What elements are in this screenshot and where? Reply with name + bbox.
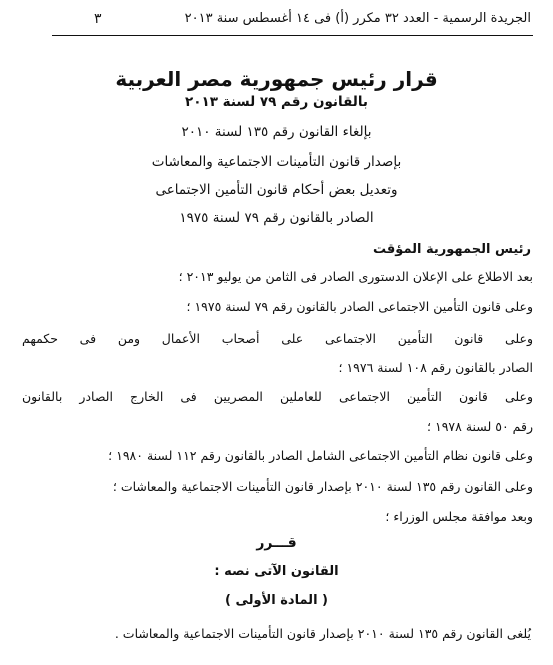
preamble-paragraph: وعلى قانون نظام التأمين الاجتماعى الشامل الصادر بالقانون رقم ١١٢ لسنة ١٩٨٠ ؛ [108, 448, 533, 463]
preamble-paragraph: وعلى قانون التأمين الاجتماعى الصادر بالقانون رقم ٧٩ لسنة ١٩٧٥ ؛ [186, 299, 533, 314]
law-number: بالقانون رقم ٧٩ لسنة ٢٠١٣ [184, 94, 368, 110]
heading-line-3: وتعديل بعض أحكام قانون التأمين الاجتماعى [155, 182, 398, 198]
law-text-label: القانون الآتى نصه : [214, 564, 339, 579]
preamble-paragraph: وبعد موافقة مجلس الوزراء ؛ [385, 509, 533, 524]
decree-label: قـــرر [256, 535, 297, 551]
preamble-paragraph: وعلى قانون التأمين الاجتماعى للعاملين المصريين فى الخارج الصادر بالقانون [22, 389, 533, 404]
heading-line-4: الصادر بالقانون رقم ٧٩ لسنة ١٩٧٥ [179, 210, 374, 226]
heading-line-1: بإلغاء القانون رقم ١٣٥ لسنة ٢٠١٠ [181, 124, 372, 140]
header-rule [52, 35, 533, 36]
preamble-paragraph: وعلى القانون رقم ١٣٥ لسنة ٢٠١٠ بإصدار قانون التأمينات الاجتماعية والمعاشات ؛ [112, 479, 533, 494]
page-number: ٣ [94, 11, 102, 27]
authority-label: رئيس الجمهورية المؤقت [373, 242, 531, 257]
running-title: الجريدة الرسمية - العدد ٣٢ مكرر (أ) فى ١٤ أغسطس سنة ٢٠١٣ [184, 11, 531, 26]
preamble-paragraph: رقم ٥٠ لسنة ١٩٧٨ ؛ [427, 419, 533, 434]
decree-title: قرار رئيس جمهورية مصر العربية [115, 67, 438, 91]
article-text: يُلغى القانون رقم ١٣٥ لسنة ٢٠١٠ بإصدار قانون التأمينات الاجتماعية والمعاشات . [114, 626, 531, 641]
preamble-paragraph: الصادر بالقانون رقم ١٠٨ لسنة ١٩٧٦ ؛ [338, 360, 533, 375]
running-header [0, 2, 553, 42]
article-heading: ( المادة الأولى ) [225, 593, 328, 608]
heading-line-2: بإصدار قانون التأمينات الاجتماعية والمعاشات [151, 154, 402, 170]
preamble-paragraph: بعد الاطلاع على الإعلان الدستورى الصادر فى الثامن من يوليو ٢٠١٣ ؛ [178, 269, 533, 284]
preamble-paragraph: وعلى قانون التأمين الاجتماعى على أصحاب الأعمال ومن فى حكمهم [22, 331, 533, 346]
